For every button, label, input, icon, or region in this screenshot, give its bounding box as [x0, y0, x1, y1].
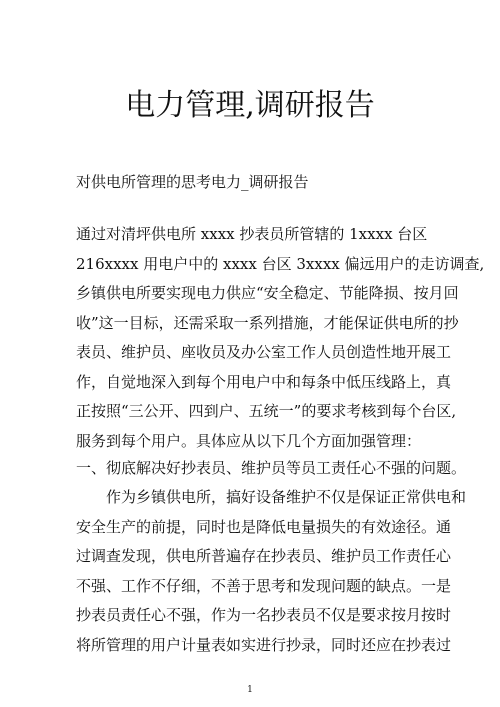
paragraph-line: 不强、工作不仔细，不善于思考和发现问题的缺点。一是	[76, 576, 452, 595]
paragraph-line: 乡镇供电所要实现电力供应“安全稳定、节能降损、按月回	[76, 284, 459, 302]
intro-paragraph	[76, 224, 485, 460]
paragraph-line: 作，自觉地深入到每个用电户中和每条中低压线路上，真	[76, 372, 452, 391]
paragraph-line: 作为乡镇供电所，搞好设备维护不仅是保证正常供电和	[106, 488, 467, 506]
paragraph-line: 表员、维护员、座收员及办公室工作人员创造性地开展工	[76, 343, 452, 361]
paragraph-line: 收”这一目标，还需采取一系列措施，才能保证供电所的抄	[76, 313, 459, 332]
page-number: 1	[247, 685, 253, 695]
document-subtitle: 对供电所管理的思考电力_调研报告	[76, 173, 309, 191]
paragraph-line: 正按照“三公开、四到户、五统一”的要求考核到每个台区,	[76, 402, 457, 420]
paragraph-line: 服务到每个用户。具体应从以下几个方面加强管理：	[76, 431, 422, 450]
section-heading	[76, 458, 467, 488]
paragraph-line: 将所管理的用户计量表如实进行抄录，同时还应在抄表过	[76, 635, 452, 654]
document-title: 电力管理,调研报告	[125, 88, 375, 123]
paragraph-line: 抄表员责任心不强，作为一名抄表员不仅是要求按月按时	[76, 606, 452, 624]
paragraph-line: 216xxxx 用电户中的 xxxx 台区 3xxxx 偏远用户的走访调查,	[76, 254, 485, 273]
paragraph-line: 安全生产的前提，同时也是降低电量损失的有效途径。通	[76, 517, 452, 536]
section-paragraph	[76, 487, 467, 664]
paragraph-line: 过调查发现，供电所普遍存在抄表员、维护员工作责任心	[76, 547, 452, 565]
paragraph-line: 通过对清坪供电所 xxxx 抄表员所管辖的 1xxxx 台区	[76, 225, 428, 243]
section-heading-text: 一、彻底解决好抄表员、维护员等员工责任心不强的问题。	[76, 459, 467, 477]
